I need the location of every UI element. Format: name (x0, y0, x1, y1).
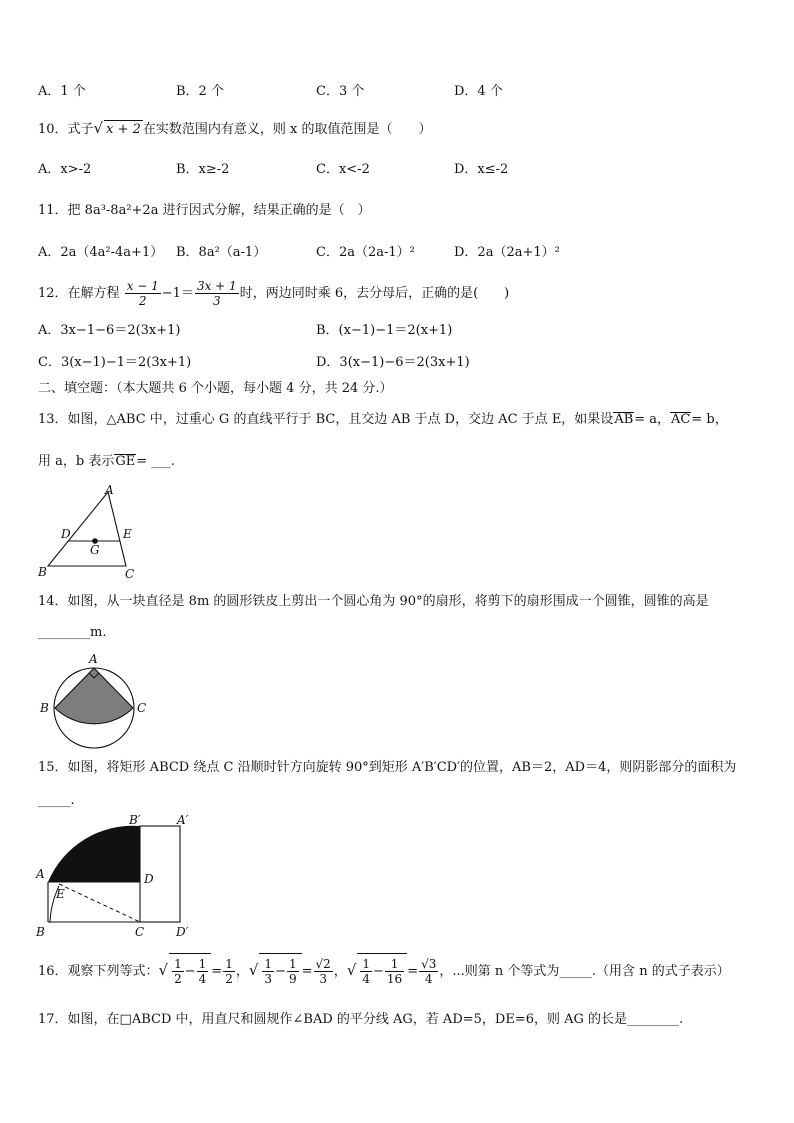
q13-eq-b: = b， (691, 412, 728, 427)
q16-eq3-f1-den: 4 (362, 972, 371, 986)
q11-question: 11．把 8a³-8a²+2a 进行因式分解，结果正确的是（ ） (38, 203, 371, 218)
q16-eq3-f1-num: 1 (362, 957, 371, 971)
rectangle-rotation-figure (32, 812, 200, 942)
q16-eq2-f1-den: 3 (264, 972, 273, 986)
q12-f2-num: 3x + 1 (196, 279, 237, 293)
q16-eq1-radicand: $\frac{1}{2}$ − $\frac{1}{4}$ (169, 953, 211, 990)
q16-eq3-f2-den: 16 (386, 972, 403, 986)
q13-line2 (38, 453, 175, 471)
sector-figure (36, 652, 156, 754)
q16-eq2-f1 (262, 957, 274, 986)
q16-eq3-radicand: $\frac{1}{4}$ − $\frac{1}{16}$ (357, 953, 407, 990)
q12-f1-num: x − 1 (126, 279, 159, 293)
q12-mid: −1＝ (161, 286, 194, 301)
section-heading: 二、填空题：（本大题共 6 个小题，每小题 4 分，共 24 分.） (38, 381, 393, 396)
triangle-abc (48, 492, 126, 566)
q12-pre: 12．在解方程 (38, 286, 120, 301)
q12-f2-den: 3 (213, 294, 221, 308)
q16-eq2-f1-num: 1 (264, 957, 273, 971)
label-b: B (38, 565, 47, 579)
q16-eq2-f2-num: 1 (288, 957, 297, 971)
label-b: B (40, 701, 49, 715)
q12-option-c: C．3(x−1)−1＝2(3x+1) (38, 355, 192, 370)
q10-post: 在实数范围内有意义，则 x 的取值范围是（ ） (142, 122, 432, 137)
q12-fraction-left (125, 279, 161, 308)
q9-option-d: D．4 个 (454, 84, 503, 99)
q16-eq3-f2-num: 1 (385, 957, 404, 972)
q12-option-b: B．(x−1)−1＝2(x+1) (316, 323, 453, 338)
q16-eq1-f1-num: 1 (174, 957, 182, 971)
q16-pre: 16．观察下列等式： (38, 964, 159, 979)
label-b: B (36, 925, 45, 939)
q10-option-a: A．x>-2 (38, 162, 92, 177)
sqrt-sign: √ (158, 961, 169, 979)
sqrt-sign: √ (93, 119, 104, 137)
dashed-ec (59, 884, 140, 922)
q16-eq1-f1-den: 2 (174, 972, 182, 986)
q16-eq1-f1 (172, 957, 184, 986)
label-d-prime: D′ (176, 925, 189, 939)
q16-eq2-f2-den: 9 (288, 972, 297, 986)
q16-eq3-f1 (360, 957, 372, 986)
q14-line2: ________m. (38, 625, 107, 640)
q16-eq1-r-den: 2 (225, 972, 233, 986)
q12-f1-den: 2 (138, 294, 147, 308)
q16-eq1-result (223, 957, 235, 986)
sqrt-sign: √ (346, 961, 357, 979)
q16-eq2-r-num: √2 (315, 957, 331, 971)
q11-option-d: D．2a（2a+1）² (454, 245, 560, 260)
q16-eq3-f2 (385, 957, 404, 986)
q10-question (38, 119, 431, 139)
q16-eq1-f2 (197, 957, 209, 986)
vector-ac: AC (671, 412, 691, 427)
vector-ge: GE (115, 454, 136, 469)
q16-eq2-r-den: 3 (319, 972, 327, 986)
label-c: C (125, 567, 135, 581)
label-b-prime: B′ (129, 813, 141, 827)
vector-ab: AB (614, 412, 634, 427)
q16-eq2-result (314, 957, 333, 986)
q16-eq3-r-den: 4 (424, 972, 433, 986)
q16-eq1-f2-num: 1 (198, 957, 207, 971)
shaded-sector (55, 668, 133, 724)
q12-post: 时，两边同时乘 6，去分母后，正确的是( ) (239, 286, 510, 301)
q9-option-c: C．3 个 (316, 84, 365, 99)
q16-question: 16．观察下列等式：√ $\frac{1}{2}$ − $\frac{1}{4}$ = $\frac{1}{2}$ ，√ $\frac{1}{3}$ − $\frac{1}{9}$ = $\frac{√2}{3}$ ，√ $\frac{1}{4}$ − $\frac{1}{16}$ = $\frac{√3}{4}$ ，...则第 n 个等式为_____.（用含 n 的式子表示） (38, 952, 730, 990)
q10-option-b: B．x≥-2 (176, 162, 230, 177)
q16-eq1-r-num: 1 (225, 957, 233, 971)
label-e: E (56, 887, 65, 901)
label-e: E (123, 527, 132, 541)
q10-pre: 10．式子 (38, 122, 94, 137)
q12-fraction-right (195, 279, 239, 308)
label-c: C (135, 925, 145, 939)
label-g: G (90, 543, 100, 557)
q16-eq2-radicand: $\frac{1}{3}$ − $\frac{1}{9}$ (259, 953, 301, 990)
q10-radicand: x + 2 (106, 122, 141, 137)
shaded-region (48, 826, 140, 882)
q12-option-a: A．3x−1−6＝2(3x+1) (38, 323, 181, 338)
label-a: A (36, 867, 45, 881)
q11-option-a: A．2a（4a²-4a+1） (38, 245, 164, 260)
q12-question (38, 277, 509, 311)
q16-eq1-f2-den: 4 (198, 972, 207, 986)
q10-option-c: C．x<-2 (316, 162, 370, 177)
q13-text: 13．如图，△ABC 中，过重心 G 的直线平行于 BC，且交边 AB 于点 D，交边 AC 于点 E，如果设 (38, 412, 614, 427)
q17-question: 17．如图，在□ABCD 中，用直尺和圆规作∠BAD 的平分线 AG，若 AD=5，DE=6，则 AG 的长是________. (38, 1012, 684, 1027)
q16-eq3-result (419, 957, 438, 986)
q16-eq2-f2 (287, 957, 299, 986)
triangle-figure (30, 484, 140, 582)
label-a: A (105, 484, 114, 497)
q15-line2: _____. (38, 793, 75, 808)
label-d: D (144, 872, 154, 886)
q15-line1: 15．如图，将矩形 ABCD 绕点 C 沿顺时针方向旋转 90°到矩形 A′B′CD′的位置，AB＝2，AD＝4，则阴影部分的面积为 (38, 760, 737, 775)
q16-eq3-r-num: √3 (421, 957, 437, 971)
q10-option-d: D．x≤-2 (454, 162, 509, 177)
q13-line2-post: = ___. (136, 454, 175, 469)
q9-option-b: B．2 个 (176, 84, 224, 99)
q11-option-c: C．2a（2a-1）² (316, 245, 415, 260)
q13-line1 (38, 411, 728, 429)
q16-post: ，...则第 n 个等式为_____.（用含 n 的式子表示） (439, 964, 730, 979)
label-d: D (61, 527, 71, 541)
q13-line2-pre: 用 a，b 表示 (38, 454, 115, 469)
q11-option-b: B．8a²（a-1） (176, 245, 267, 260)
q14-line1: 14．如图，从一块直径是 8m 的圆形铁皮上剪出一个圆心角为 90°的扇形，将剪下的扇形围成一个圆锥，圆锥的高是 (38, 594, 709, 609)
q9-option-a: A．1 个 (38, 84, 86, 99)
label-c: C (137, 701, 147, 715)
q12-option-d: D．3(x−1)−6＝2(3x+1) (316, 355, 470, 370)
sqrt-sign: √ (248, 961, 259, 979)
label-a: A (89, 652, 98, 666)
q13-eq-a: = a， (634, 412, 671, 427)
label-a-prime: A′ (177, 813, 189, 827)
